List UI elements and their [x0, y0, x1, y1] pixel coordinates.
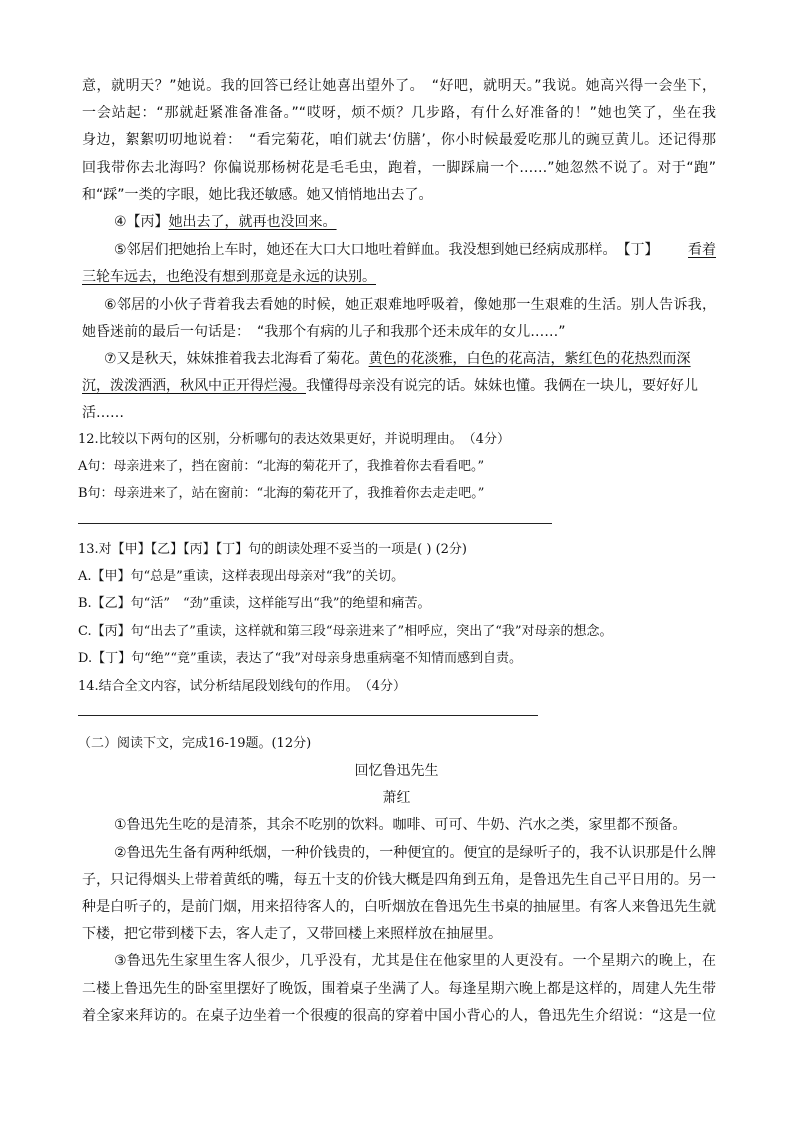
- underlined-sentence-ding: 三轮车远去，也绝没有想到那竟是永远的诀别。: [82, 269, 376, 285]
- question-12-sentence-a: A句：母亲进来了，挡在窗前：“北海的菊花开了，我推着你去看看吧。”: [78, 459, 485, 474]
- article-author: 萧红: [382, 790, 411, 806]
- question-13-option-a[interactable]: A.【甲】句“总是”重读，这样表现出母亲对“我”的关切。: [78, 569, 405, 584]
- story-paragraph-line: 活……: [82, 405, 124, 421]
- underlined-sentence-ding: 看着: [688, 242, 716, 258]
- article-paragraph-line: ②鲁迅先生备有两种纸烟，一种价钱贵的，一种便宜的。便宜的是绿听子的，我不认识那是什么牌: [114, 845, 716, 861]
- question-13-option-b[interactable]: B.【乙】句“活” “劲”重读，这样能写出“我”的绝望和痛苦。: [78, 596, 431, 611]
- story-paragraph-line: 她昏迷前的最后一句话是： “我那个有病的儿子和我那个还未成年的女儿……”: [82, 324, 566, 340]
- story-paragraph-line: 沉，泼泼洒洒，秋风中正开得烂漫。我懂得母亲没有说完的话。妹妹也懂。我俩在一块儿，要好好儿: [82, 378, 698, 394]
- underlined-ending-sentence: 黄色的花淡雅，白色的花高洁，紫红色的花热烈而深: [368, 351, 691, 367]
- story-paragraph-line: 和“踩”一类的字眼，她比我还敏感。她又悄悄地出去了。: [82, 187, 433, 203]
- article-paragraph-line: 二楼上鲁迅先生的卧室里摆好了晚饭，围着桌子坐满了人。每逢星期六晚上都是这样的，周建人先生带: [82, 981, 716, 997]
- section-2-heading: （二）阅读下文，完成16-19题。(12分): [78, 736, 312, 751]
- question-14-prompt: 14.结合全文内容，试分析结尾段划线句的作用。 （4分）: [78, 679, 406, 694]
- story-paragraph-line: 意，就明天？”她说。我的回答已经让她喜出望外了。 “好吧，就明天。”我说。她高兴得一会坐下，: [82, 78, 716, 94]
- article-paragraph-line: 下楼，把它带到楼下去，客人走了，又带回楼上来照样放在抽屉里。: [82, 926, 502, 942]
- story-paragraph-line: ⑤邻居们把她抬上车时，她还在大口大口地吐着鲜血。我没想到她已经病成那样。 【丁】: [114, 242, 659, 258]
- underlined-sentence-bing: 她出去了，就再也没回来。: [168, 214, 337, 230]
- story-paragraph-7: ⑦又是秋天，妹妹推着我去北海看了菊花。黄色的花淡雅，白色的花高洁，紫红色的花热烈而深: [104, 351, 691, 367]
- story-paragraph-4: [114, 212, 337, 232]
- question-12-sentence-b: B句：母亲进来了，站在窗前：“北海的菊花开了，我推着你去走走吧。”: [78, 486, 485, 501]
- question-12-prompt: 12.比较以下两句的区别，分析哪句的表达效果更好，并说明理由。 （4分）: [78, 432, 510, 447]
- article-paragraph-line: 种是白听子的，是前门烟，用来招待客人的，白听烟放在鲁迅先生书桌的抽屉里。有客人来鲁迅先生就: [82, 899, 716, 915]
- marker-bing: ④【丙】: [114, 214, 169, 230]
- question-13-option-c[interactable]: C.【丙】句“出去了”重读，这样就和第三段“母亲进来了”相呼应，突出了“我”对母亲的想念。: [78, 624, 613, 639]
- article-paragraph-line: ③鲁迅先生家里生客人很少，几乎没有，尤其是住在他家里的人更没有。一个星期六的晚上，在: [114, 953, 716, 969]
- story-paragraph-line: 一会站起：“那就赶紧准备准备。”“哎呀，烦不烦？几步路，有什么好准备的！”她也笑了，坐在我: [82, 105, 716, 121]
- answer-line-q14[interactable]: [78, 715, 538, 716]
- answer-line-q12[interactable]: [78, 523, 552, 524]
- article-paragraph-line: 着全家来拜访的。在桌子边坐着一个很瘦的很高的穿着中国小背心的人，鲁迅先生介绍说：“这是一位: [82, 1008, 716, 1024]
- story-paragraph-line: 回我带你去北海吗？你偏说那杨树花是毛毛虫，跑着，一脚踩扁一个……”她忽然不说了。对于“跑”: [82, 160, 716, 176]
- question-13-option-d[interactable]: D.【丁】句“绝”“竟”重读，表达了“我”对母亲身患重病毫不知情而感到自责。: [78, 651, 522, 666]
- article-title: 回忆鲁迅先生: [354, 763, 439, 779]
- story-paragraph-line: [82, 267, 376, 287]
- article-paragraph-line: 子，只记得烟头上带着黄纸的嘴，每五十支的价钱大概是四角到五角，是鲁迅先生自己平日用的。另一: [82, 872, 716, 888]
- story-paragraph-5: [114, 240, 716, 260]
- question-13-prompt: 13.对【甲】【乙】【丙】【丁】句的朗读处理不妥当的一项是( ) (2分): [78, 542, 467, 557]
- article-paragraph-1: ①鲁迅先生吃的是清茶，其余不吃别的饮料。咖啡、可可、牛奶、汽水之类，家里都不预备。: [114, 817, 687, 833]
- story-paragraph-line: 身边，絮絮叨叨地说着： “看完菊花，咱们就去‘仿膳’，你小时候最爱吃那儿的豌豆黄儿。还记得那: [82, 132, 716, 148]
- underlined-ending-sentence: 沉，泼泼洒洒，秋风中正开得烂漫。: [82, 378, 306, 394]
- story-paragraph-line: ⑥邻居的小伙子背着我去看她的时候，她正艰难地呼吸着，像她那一生艰难的生活。别人告诉我，: [104, 297, 716, 313]
